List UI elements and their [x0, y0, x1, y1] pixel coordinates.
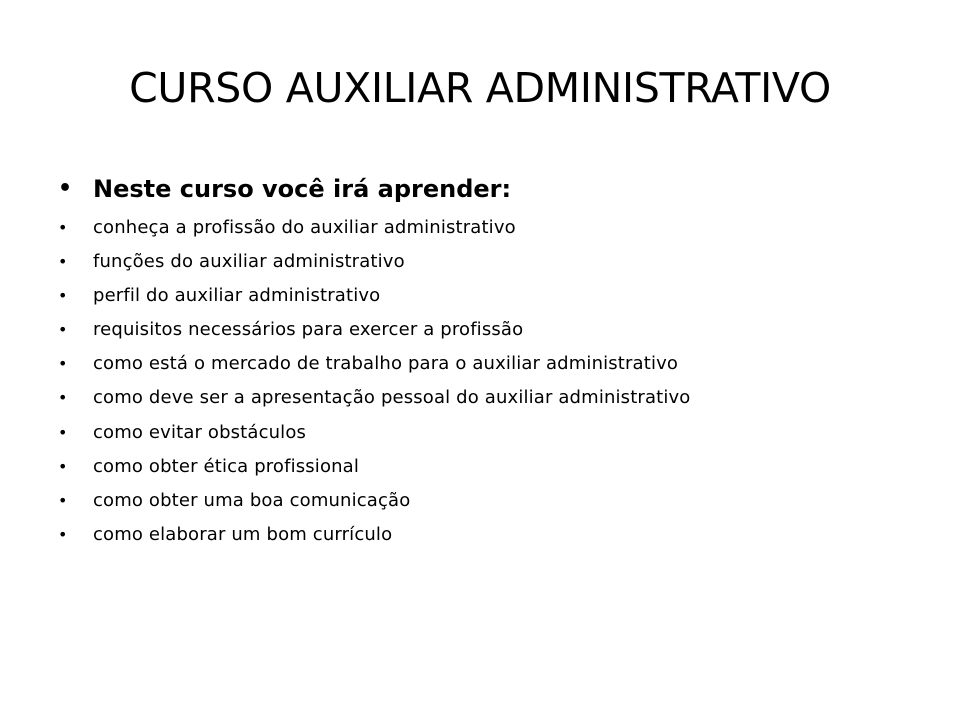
topic-text: como obter ética profissional: [93, 455, 359, 477]
topic-list: [58, 170, 918, 552]
topic-text: como elaborar um bom currículo: [93, 523, 393, 545]
topic-item: [58, 279, 918, 313]
bullet-icon: •: [58, 286, 68, 306]
topic-item: [58, 416, 918, 450]
topic-text: como obter uma boa comunicação: [93, 489, 411, 511]
bullet-icon: •: [58, 490, 68, 510]
topic-text: perfil do auxiliar administrativo: [93, 285, 381, 307]
bullet-icon: •: [58, 176, 73, 201]
topic-item: [58, 211, 918, 245]
topic-text: como está o mercado de trabalho para o auxiliar administrativo: [93, 353, 679, 375]
topic-text: como deve ser a apresentação pessoal do auxiliar administrativo: [93, 387, 691, 409]
topic-text: funções do auxiliar administrativo: [93, 251, 405, 273]
topic-item: [58, 381, 918, 415]
topic-text: conheça a profissão do auxiliar administrativo: [93, 217, 516, 238]
bullet-icon: •: [58, 388, 68, 408]
bullet-icon: •: [58, 422, 68, 442]
bullet-icon: •: [58, 354, 68, 374]
topic-item: [58, 347, 918, 381]
slide-title: CURSO AUXILIAR ADMINISTRATIVO: [129, 64, 831, 112]
topic-item: [58, 450, 918, 484]
bullet-icon: •: [58, 320, 68, 340]
topic-item: [58, 313, 918, 347]
topic-item: [58, 245, 918, 279]
topic-item: [58, 484, 918, 518]
bullet-icon: •: [58, 456, 68, 476]
topic-text: requisitos necessários para exercer a profissão: [93, 319, 524, 341]
bullet-icon: •: [58, 218, 68, 237]
lead-text: Neste curso você irá aprender:: [93, 175, 512, 203]
topic-item: [58, 518, 918, 552]
topic-text: como evitar obstáculos: [93, 421, 307, 443]
bullet-icon: •: [58, 252, 68, 272]
bullet-icon: •: [58, 524, 68, 544]
lead-item: [58, 170, 918, 208]
